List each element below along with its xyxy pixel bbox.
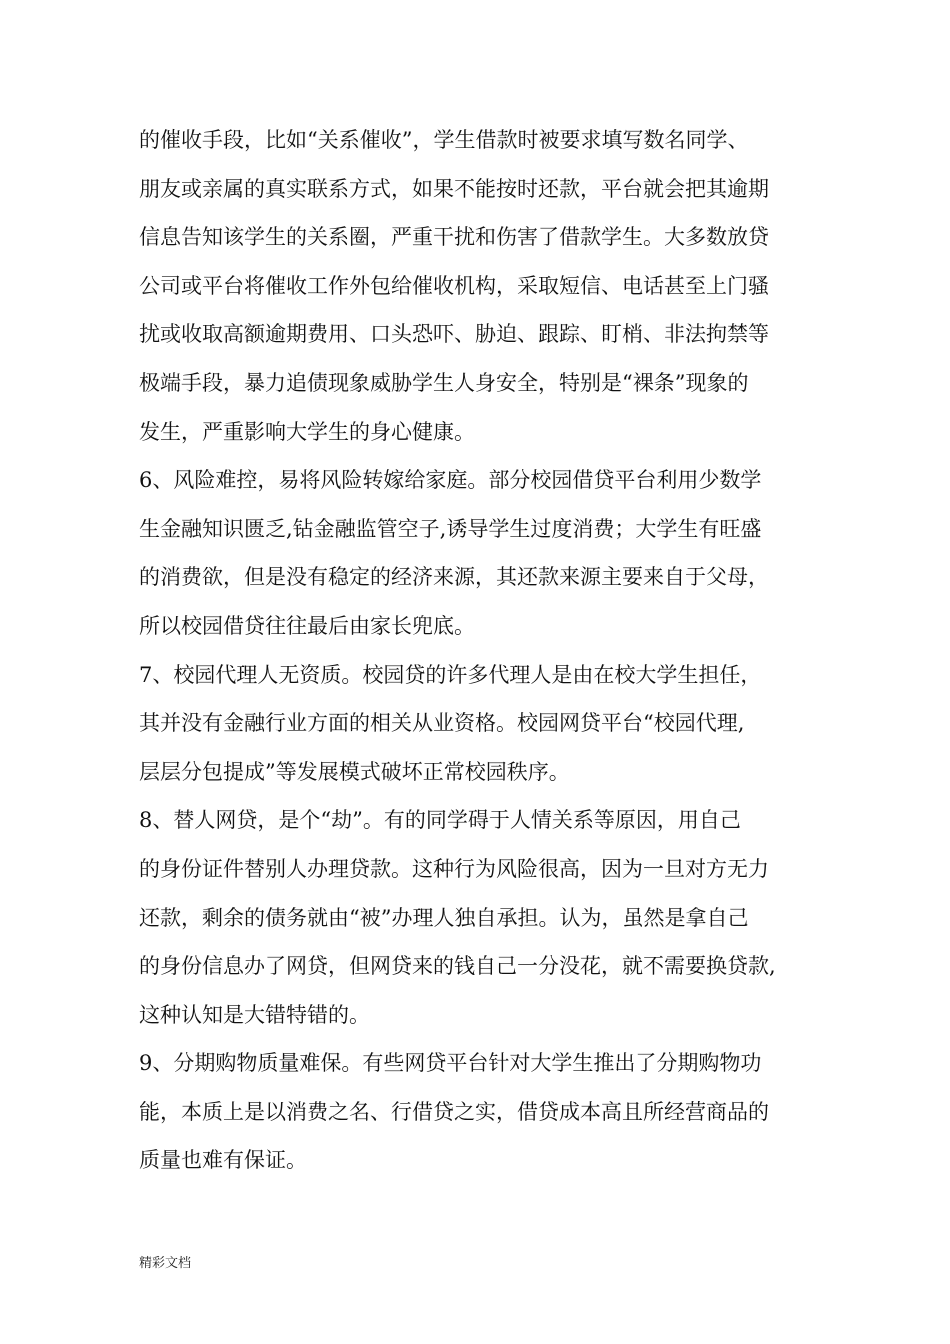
text-line: 能，本质上是以消费之名、行借贷之实，借贷成本高且所经营商品的 [139, 1099, 769, 1124]
page-footer: 精彩文档 [139, 1256, 192, 1271]
text-line: 所以校园借贷往往最后由家长兜底。 [139, 613, 475, 638]
text-line: 信息告知该学生的关系圈，严重干扰和伤害了借款学生。大多数放贷 [139, 225, 769, 250]
text-line: 极端手段，暴力追债现象威胁学生人身安全，特别是“裸条”现象的 [139, 370, 749, 395]
text-line: 发生，严重影响大学生的身心健康。 [139, 419, 475, 444]
text-line: 质量也难有保证。 [139, 1148, 307, 1173]
text-line: 8、替人网贷，是个“劫”。有的同学碍于人情关系等原因，用自己 [139, 808, 741, 833]
text-line: 公司或平台将催收工作外包给催收机构，采取短信、电话甚至上门骚 [139, 273, 769, 298]
text-line: 9、分期购物质量难保。有些网贷平台针对大学生推出了分期购物功 [139, 1051, 762, 1076]
text-line: 的消费欲，但是没有稳定的经济来源，其还款来源主要来自于父母， [139, 565, 769, 590]
text-line: 的身份信息办了网贷，但网贷来的钱自己一分没花，就不需要换贷款, [139, 954, 776, 979]
text-line: 其并没有金融行业方面的相关从业资格。校园网贷平台“校园代理, [139, 711, 745, 736]
text-line: 扰或收取高额逾期费用、口头恐吓、胁迫、跟踪、盯梢、非法拘禁等 [139, 322, 769, 347]
text-line: 的催收手段，比如“关系催收”，学生借款时被要求填写数名同学、 [139, 128, 749, 152]
text-line: 这种认知是大错特错的。 [139, 1002, 370, 1027]
text-line: 生金融知识匮乏,钻金融监管空子,诱导学生过度消费；大学生有旺盛 [139, 516, 762, 541]
text-line: 层层分包提成”等发展模式破坏正常校园秩序。 [139, 759, 570, 784]
text-line: 7、校园代理人无资质。校园贷的许多代理人是由在校大学生担任， [139, 662, 762, 687]
text-line: 朋友或亲属的真实联系方式，如果不能按时还款，平台就会把其逾期 [139, 176, 769, 201]
document-body [139, 120, 814, 1189]
text-line: 6、风险难控，易将风险转嫁给家庭。部分校园借贷平台利用少数学 [139, 468, 762, 493]
text-line: 的身份证件替别人办理贷款。这种行为风险很高，因为一旦对方无力 [139, 856, 769, 881]
text-line: 还款，剩余的债务就由“被”办理人独自承担。认为，虽然是拿自己 [139, 905, 749, 930]
